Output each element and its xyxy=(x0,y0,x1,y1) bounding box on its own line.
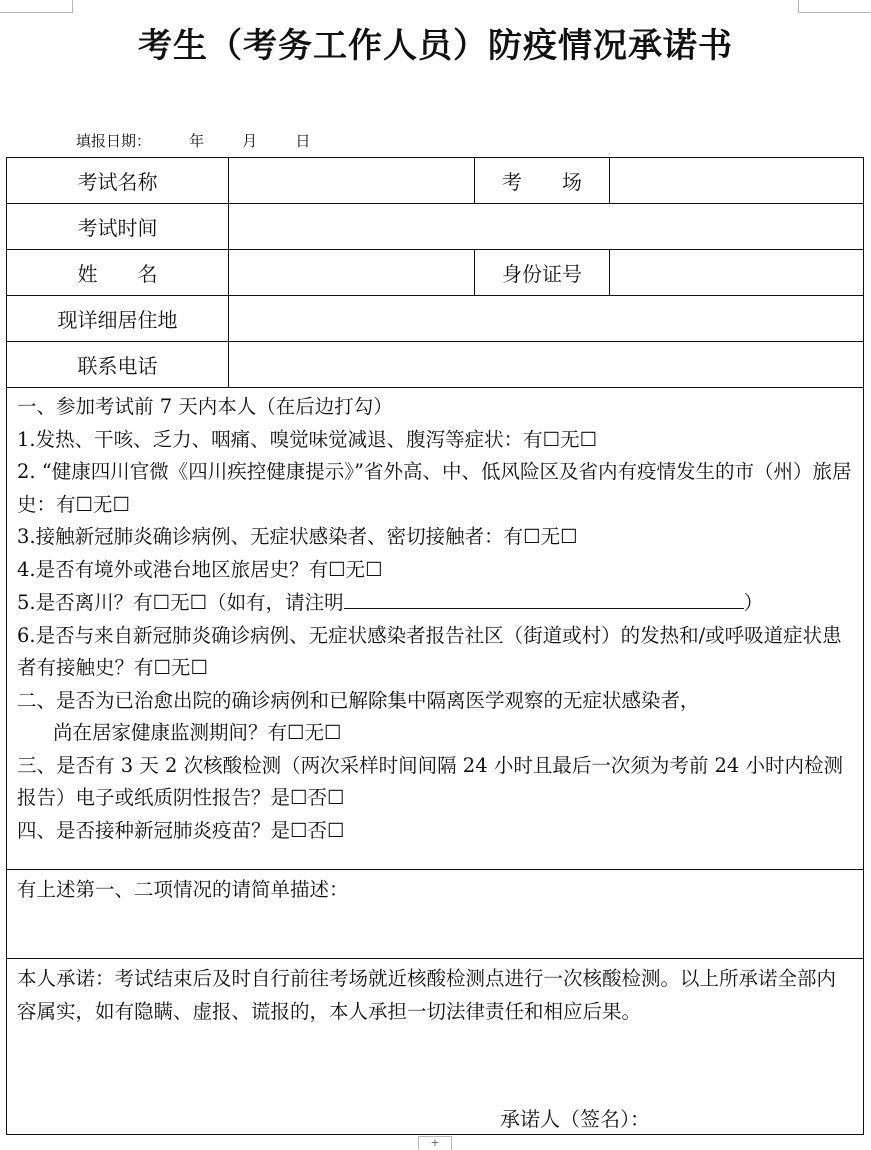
row-phone xyxy=(7,342,863,388)
input-phone[interactable] xyxy=(228,342,863,387)
document-title: 考生（考务工作人员）防疫情况承诺书 xyxy=(138,26,733,66)
input-id-number[interactable] xyxy=(609,250,863,295)
question-1-1[interactable]: 1.发热、干咳、乏力、咽痛、嗅觉味觉减退、腹泻等症状：有☐无☐ xyxy=(17,427,598,451)
row-address xyxy=(7,296,863,342)
label-exam-name: 考试名称 xyxy=(77,170,158,194)
signature-label[interactable]: 承诺人（签名）： xyxy=(500,1107,650,1131)
row-exam-time xyxy=(7,204,863,250)
pledge-text: 本人承诺：考试结束后及时自行前往考场就近核酸检测点进行一次核酸检测。以上所承诺全部内容属实，如有隐瞒、虚报、谎报的，本人承担一切法律责任和相应后果。 xyxy=(17,967,837,1023)
question-3[interactable]: 三、是否有 3 天 2 次核酸检测（两次采样时间间隔 24 小时且最后一次须为考前 24 小时内检测报告）电子或纸质阴性报告？是☐否☐ xyxy=(17,753,844,809)
input-name[interactable] xyxy=(228,250,474,295)
question-1-5-text: 5.是否离川？有☐无☐（如有，请注明 xyxy=(17,591,344,614)
label-id-number: 身份证号 xyxy=(474,250,609,295)
label-name: 姓 名 xyxy=(77,262,158,286)
crop-mark-top-left xyxy=(0,0,73,13)
input-exam-name[interactable] xyxy=(228,158,474,203)
describe-section[interactable] xyxy=(7,870,863,959)
question-2-line-2[interactable]: 尚在居家健康监测期间？有☐无☐ xyxy=(53,721,342,744)
question-4[interactable]: 四、是否接种新冠肺炎疫苗？是☐否☐ xyxy=(17,818,345,842)
describe-prompt: 有上述第一、二项情况的请简单描述： xyxy=(17,878,349,901)
question-1-4[interactable]: 4.是否有境外或港台地区旅居史？有☐无☐ xyxy=(17,557,383,581)
question-1-6[interactable]: 6.是否与来自新冠肺炎确诊病例、无症状感染者报告社区（街道或村）的发热和/或呼吸道症状患者有接触史？有☐无☐ xyxy=(17,623,842,679)
label-address: 现详细居住地 xyxy=(57,308,178,332)
question-1-5-close: ） xyxy=(743,591,764,614)
question-1-2[interactable]: 2. “健康四川官微《四川疾控健康提示》”省外高、中、低风险区及省内有疫情发生的市（州）旅居史：有☐无☐ xyxy=(17,460,852,516)
label-exam-time: 考试时间 xyxy=(77,216,158,240)
questions-section xyxy=(7,390,863,870)
fill-date[interactable]: 填报日期： 年 月 日 xyxy=(76,132,311,150)
page-marker: + xyxy=(418,1136,452,1150)
pledge-section xyxy=(7,959,863,1134)
question-1-3[interactable]: 3.接触新冠肺炎确诊病例、无症状感染者、密切接触者：有☐无☐ xyxy=(17,525,578,548)
row-name xyxy=(7,250,863,296)
question-1-5[interactable] xyxy=(17,586,853,620)
input-exam-venue[interactable] xyxy=(609,158,863,203)
question-1-heading: 一、参加考试前 7 天内本人（在后边打勾） xyxy=(17,395,393,418)
label-exam-venue: 考 场 xyxy=(474,158,609,203)
crop-mark-top-right xyxy=(798,0,871,13)
input-address[interactable] xyxy=(228,296,863,341)
row-exam-name xyxy=(7,158,863,204)
departure-note-input[interactable] xyxy=(344,586,744,609)
pledge-form xyxy=(6,157,864,1135)
question-2-line-1: 二、是否为已治愈出院的确诊病例和已解除集中隔离医学观察的无症状感染者， xyxy=(17,688,700,712)
input-exam-time[interactable] xyxy=(228,204,863,249)
label-phone: 联系电话 xyxy=(77,354,158,378)
